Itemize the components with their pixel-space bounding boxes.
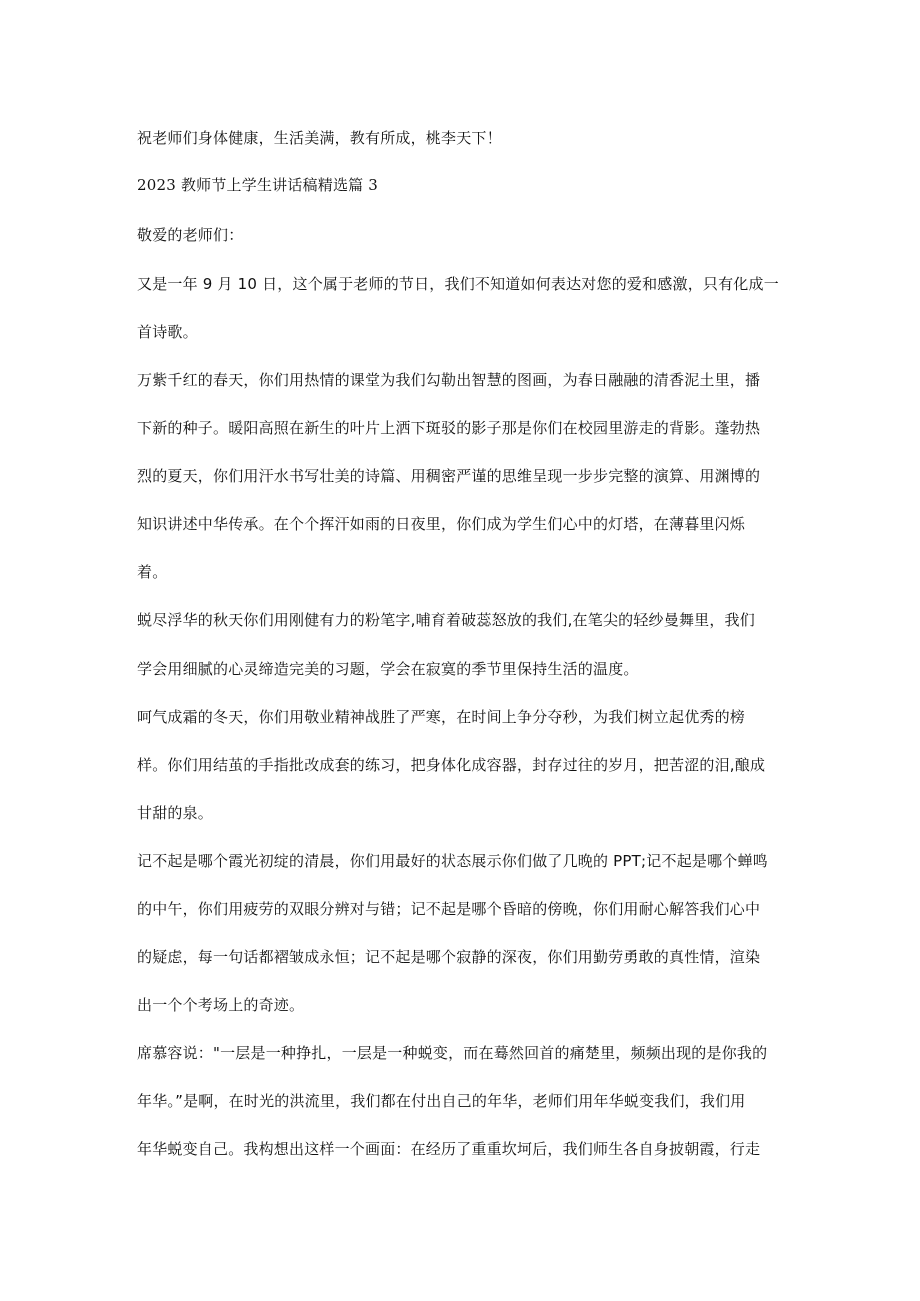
paragraph-line: 又是一年 9 月 10 日，这个属于老师的节日，我们不知道如何表达对您的爱和感激，只有化成一 bbox=[137, 275, 779, 293]
section-heading: 2023 教师节上学生讲话稿精选篇 3 bbox=[137, 176, 379, 194]
paragraph-line: 样。你们用结茧的手指批改成套的练习，把身体化成容器，封存过往的岁月，把苦涩的泪,酿成 bbox=[137, 756, 766, 774]
paragraph-line: 学会用细腻的心灵缔造完美的习题，学会在寂寞的季节里保持生活的温度。 bbox=[137, 660, 639, 678]
paragraph-line: 着。 bbox=[137, 563, 168, 581]
paragraph-line: 的中午，你们用疲劳的双眼分辨对与错；记不起是哪个昏暗的傍晚，你们用耐心解答我们心中 bbox=[137, 900, 761, 918]
paragraph-line: 年华蜕变自己。我构想出这样一个画面：在经历了重重坎坷后，我们师生各自身披朝霞，行走 bbox=[137, 1140, 761, 1158]
paragraph-line: 蜕尽浮华的秋天你们用刚健有力的粉笔字,哺育着破蕊怒放的我们,在笔尖的轻纱曼舞里，我们 bbox=[137, 611, 755, 629]
paragraph-line: 烈的夏天，你们用汗水书写壮美的诗篇、用稠密严谨的思维呈现一步步完整的演算、用渊博的 bbox=[137, 467, 761, 485]
text-line-blessing: 祝老师们身体健康，生活美满，教有所成，桃李天下！ bbox=[137, 129, 502, 147]
paragraph-line: 年华。”是啊，在时光的洪流里，我们都在付出自己的年华，老师们用年华蜕变我们，我们用 bbox=[137, 1092, 746, 1110]
paragraph-line: 甘甜的泉。 bbox=[137, 804, 214, 822]
paragraph-line: 出一个个考场上的奇迹。 bbox=[137, 996, 305, 1014]
paragraph-line: 万紫千红的春天，你们用热情的课堂为我们勾勒出智慧的图画，为春日融融的清香泥土里，播 bbox=[137, 371, 761, 389]
paragraph-line: 知识讲述中华传承。在个个挥汗如雨的日夜里，你们成为学生们心中的灯塔，在薄暮里闪烁 bbox=[137, 515, 746, 533]
paragraph-line: 呵气成霜的冬天，你们用敬业精神战胜了严寒，在时间上争分夺秒，为我们树立起优秀的榜 bbox=[137, 708, 746, 726]
paragraph-line: 的疑虑，每一句话都褶皱成永恒；记不起是哪个寂静的深夜，你们用勤劳勇敢的真性情，渲染 bbox=[137, 948, 761, 966]
paragraph-line: 记不起是哪个霞光初绽的清晨，你们用最好的状态展示你们做了几晚的 PPT;记不起是哪个蝉鸣 bbox=[137, 852, 768, 870]
paragraph-line: 席慕容说："一层是一种挣扎，一层是一种蜕变，而在蓦然回首的痛楚里，频频出现的是你我的 bbox=[137, 1044, 768, 1062]
paragraph-line: 首诗歌。 bbox=[137, 323, 198, 341]
paragraph-line: 下新的种子。暖阳高照在新生的叶片上洒下斑驳的影子那是你们在校园里游走的背影。蓬勃热 bbox=[137, 419, 761, 437]
salutation: 敬爱的老师们： bbox=[137, 226, 244, 244]
